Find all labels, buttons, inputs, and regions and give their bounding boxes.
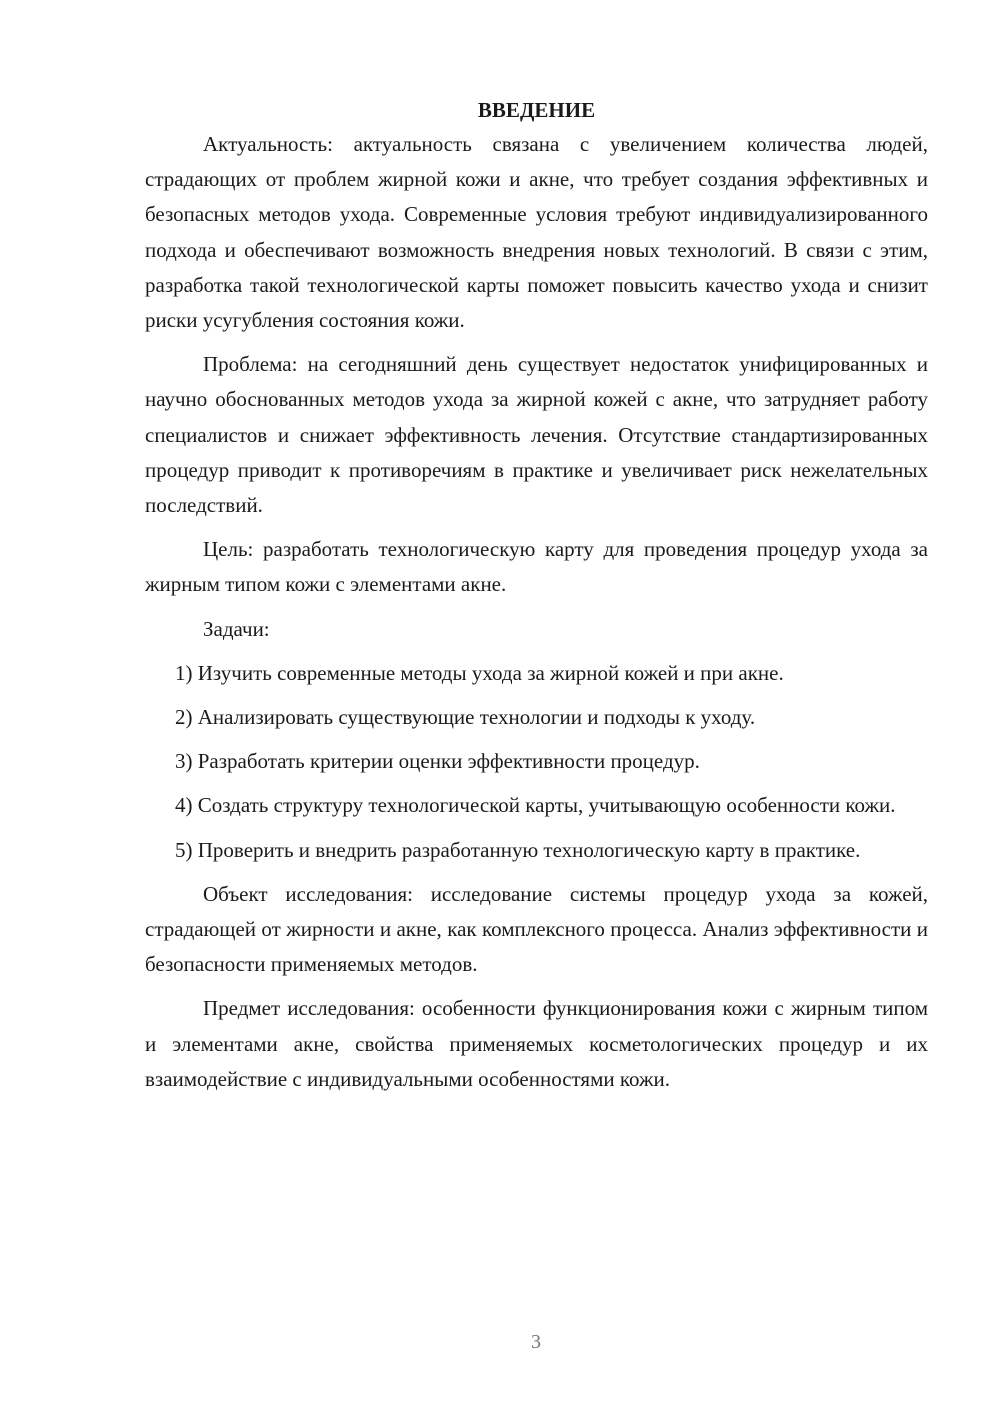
page-number-container [0,1331,1000,1354]
page-number: 3 [531,1331,541,1353]
task-item-5: 5) Проверить и внедрить разработанную технологическую карту в практике. [175,837,861,862]
task-item-4: 4) Создать структуру технологической карты, учитывающую особенности кожи. [175,793,896,818]
task-item-1: 1) Изучить современные методы ухода за жирной кожей и при акне. [175,660,784,685]
paragraph-problem: Проблема: на сегодняшний день существует недостаток унифицированных и научно обоснованных методов ухода за жирной кожей с акне, что затрудняет работу специалистов и снижает эффективность лечения. Отсутствие стандартизированных процедур приводит к противоречиям в практике и увеличивает риск нежелательных последствий. [145,352,928,518]
tasks-label: Задачи: [203,616,270,641]
paragraph-object: Объект исследования: исследование системы процедур ухода за кожей, страдающей от жирности и акне, как комплексного процесса. Анализ эффективности и безопасности применяемых методов. [145,881,928,977]
paragraph-relevance: Актуальность: актуальность связана с увеличением количества людей, страдающих от проблем жирной кожи и акне, что требует создания эффективных и безопасных методов ухода. Современные условия требуют индивидуализированного подхода и обеспечивают возможность внедрения новых технологий. В связи с этим, разработка такой технологической карты поможет повысить качество ухода и снизит риски усугубления состояния кожи. [145,132,928,333]
task-item-2: 2) Анализировать существующие технологии и подходы к уходу. [175,705,756,730]
task-list [145,656,928,868]
document-page [145,95,928,1106]
task-item-3: 3) Разработать критерии оценки эффективности процедур. [175,749,700,774]
paragraph-subject: Предмет исследования: особенности функционирования кожи с жирным типом и элементами акне, свойства применяемых косметологических процедур и их взаимодействие с индивидуальными особенностями кожи. [145,996,928,1091]
paragraph-goal: Цель: разработать технологическую карту для проведения процедур ухода за жирным типом кожи с элементами акне. [145,537,928,597]
page-title: ВВЕДЕНИЕ [477,98,596,122]
